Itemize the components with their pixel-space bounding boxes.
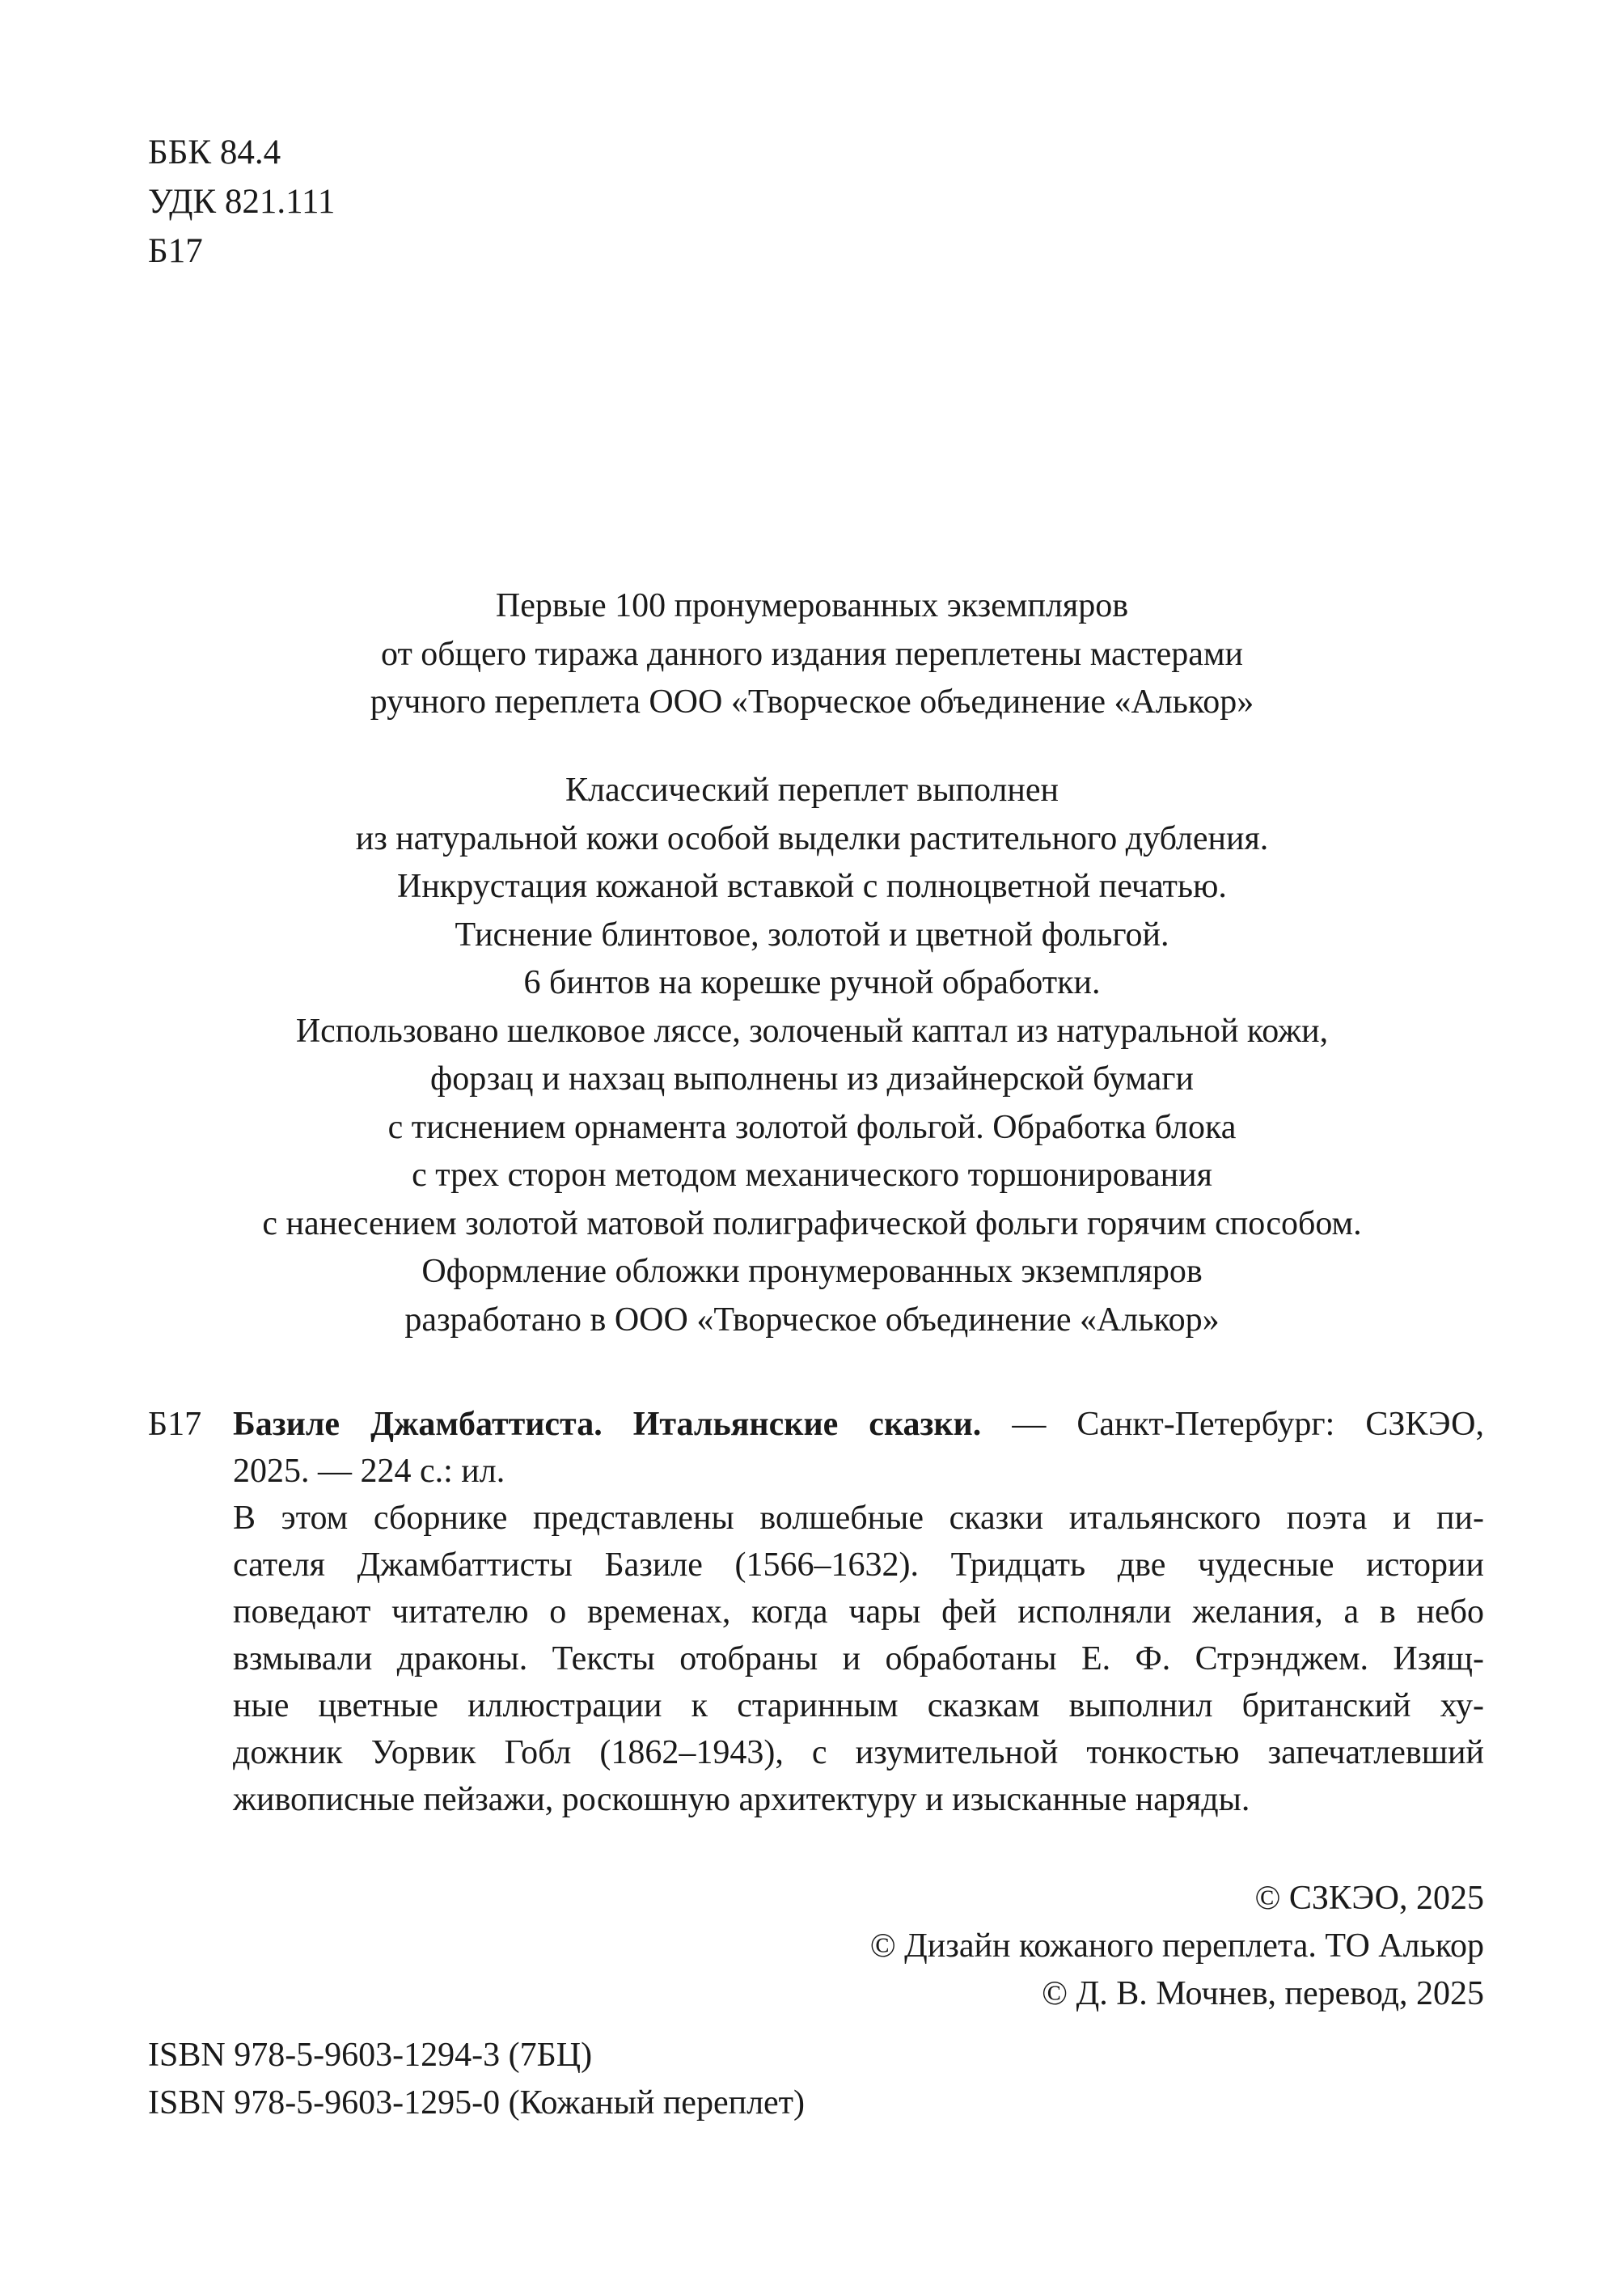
- annotation-line: дожник Уорвик Гобл (1862–1943), с изумительной тонкостью запечатлевший: [233, 1734, 1484, 1771]
- biblio-imprint-line-2: 2025. — 224 с.: ил.: [233, 1453, 505, 1490]
- annotation-line: В этом сборнике представлены волшебные сказки итальянского поэта и пи-: [233, 1500, 1484, 1537]
- copyright-line: © Дизайн кожаного переплета. ТО Алькор: [869, 1927, 1484, 1965]
- binding-description-line: Тиснение блинтовое, золотой и цветной фольгой.: [455, 916, 1169, 954]
- binding-description-line: Оформление обложки пронумерованных экземпляров: [421, 1253, 1203, 1290]
- annotation-line: живописные пейзажи, роскошную архитектуру и изысканные наряды.: [233, 1781, 1250, 1818]
- annotation-line: взмывали драконы. Тексты отобраны и обработаны Е. Ф. Стрэнджем. Изящ-: [233, 1640, 1484, 1677]
- binding-description-line: Инкрустация кожаной вставкой с полноцветной печатью.: [397, 868, 1227, 905]
- isbn-line: ISBN 978-5-9603-1295-0 (Кожаный переплет): [148, 2084, 806, 2122]
- copyright-line: © Д. В. Мочнев, перевод, 2025: [1042, 1975, 1484, 2012]
- biblio-imprint-rest: — Санкт-Петербург: СЗКЭО,: [981, 1406, 1484, 1443]
- binding-description-line: Использовано шелковое ляссе, золоченый каптал из натуральной кожи,: [295, 1012, 1329, 1050]
- binding-description-line: с тиснением орнамента золотой фольгой. Обработка блока: [387, 1108, 1237, 1146]
- binding-description-line: из натуральной кожи особой выделки растительного дубления.: [355, 819, 1269, 857]
- biblio-imprint-line: [233, 1401, 1484, 1448]
- binding-notice-line: ручного переплета ООО «Творческое объединение «Алькор»: [370, 683, 1254, 721]
- bibliographic-record: [148, 1401, 1484, 1823]
- binding-description-line: разработано в ООО «Творческое объединение «Алькор»: [404, 1301, 1220, 1339]
- biblio-entry: [233, 1401, 1484, 1823]
- binding-notice: [129, 582, 1495, 727]
- biblio-author-title: Базиле Джамбаттиста. Итальянские сказки.: [233, 1406, 982, 1443]
- binding-description-line: с трех сторон методом механического торшонирования: [412, 1157, 1212, 1194]
- annotation-line: сателя Джамбаттисты Базиле (1566–1632). Тридцать две чудесные истории: [233, 1546, 1484, 1584]
- bbk-code: ББК 84.4: [148, 133, 281, 171]
- binding-description-line: с нанесением золотой матовой полиграфической фольги горячим способом.: [262, 1204, 1362, 1242]
- isbn-block: [148, 2032, 805, 2127]
- copyright-line: © СЗКЭО, 2025: [1254, 1880, 1484, 1917]
- copyright-block: [870, 1875, 1484, 2018]
- binding-description-line: 6 бинтов на корешке ручной обработки.: [523, 964, 1101, 1001]
- annotation-line: поведают читателю о временах, когда чары фей исполняли желания, а в небо: [233, 1593, 1484, 1631]
- binding-description-line: Классический переплет выполнен: [565, 772, 1059, 809]
- binding-description-line: форзац и нахзац выполнены из дизайнерской бумаги: [430, 1060, 1194, 1098]
- binding-notice-line: от общего тиража данного издания переплетены мастерами: [381, 635, 1243, 673]
- classification-codes: [148, 128, 335, 276]
- annotation-line: ные цветные иллюстрации к старинным сказкам выполнил британский ху-: [233, 1687, 1484, 1724]
- biblio-author-mark: Б17: [148, 1406, 202, 1443]
- binding-notice-line: Первые 100 пронумерованных экземпляров: [495, 587, 1129, 624]
- binding-description: [129, 767, 1495, 1344]
- author-mark: Б17: [148, 232, 203, 270]
- isbn-line: ISBN 978-5-9603-1294-3 (7БЦ): [148, 2037, 593, 2074]
- udk-code: УДК 821.111: [148, 183, 336, 221]
